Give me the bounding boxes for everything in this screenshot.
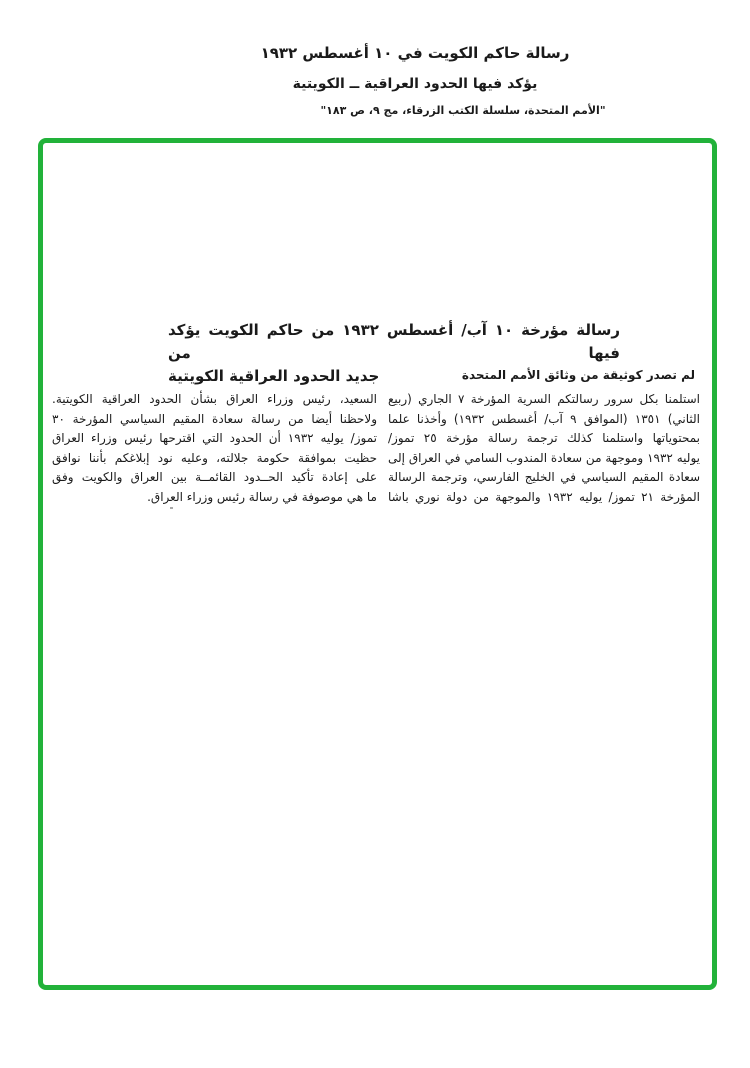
- header-subtitle-line: يؤكد فيها الحدود العراقية ــ الكويتية: [292, 76, 538, 92]
- body-line: حظيت بموافقة حكومة جلالته، وعليه نود إبلاغكم بأننا نوافق: [52, 450, 377, 465]
- body-line: ولاحظنا أيضا من رسالة سعادة المقيم السياسي المؤرخة ٣٠: [52, 411, 377, 426]
- body-line: السعيد، رئيس وزراء العراق بشأن الحدود العراقية الكويتية.: [52, 392, 377, 406]
- body-line: سعادة المقيم السياسي في الخليج الفارسي، وترجمة الرسالة: [388, 470, 700, 484]
- document-subtitle: لم تصدر كوثيقة من وثائق الأمم المتحدة: [461, 368, 695, 382]
- body-line: الثاني) ١٣٥١ (الموافق ٩ آب/ أغسطس ١٩٣٢) وأخذنا علما: [388, 411, 701, 426]
- document-title-line-2: جديد الحدود العراقية الكويتية: [168, 367, 380, 385]
- body-column-right: [388, 390, 700, 507]
- body-column-left: [52, 390, 377, 507]
- body-line: ما هي موصوفة في رسالة رئيس وزراء العراق.: [147, 489, 377, 504]
- scan-artifact-dot: [170, 507, 173, 509]
- body-line: المؤرخة ٢١ تموز/ يوليه ١٩٣٢ والموجهة من دولة نوري باشا: [388, 489, 700, 504]
- document-frame: [38, 138, 717, 990]
- document-title-line-1: رسالة مؤرخة ١٠ آب/ أغسطس ١٩٣٢ من حاكم الكويت يؤكد فيها من: [168, 321, 620, 362]
- body-line: بمحتوياتها واستلمنا كذلك ترجمة رسالة مؤرخة ٢٥ تموز/: [388, 431, 700, 445]
- body-line: تموز/ يوليه ١٩٣٢ أن الحدود التي اقترحها رئيس وزراء العراق: [52, 431, 377, 445]
- body-line: على إعادة تأكيد الحــدود القائمــة بين العراق والكويت وفق: [52, 470, 377, 484]
- body-line: يوليه ١٩٣٢ وموجهة من سعادة المندوب السامي في العراق إلى: [388, 450, 700, 465]
- header-source-citation: "الأمم المتحدة، سلسلة الكتب الزرقاء، مج ٩، ص ١٨٣": [320, 104, 606, 117]
- body-line: استلمنا بكل سرور رسالتكم السرية المؤرخة ٧ الجاري (ربيع: [388, 392, 700, 406]
- header-title-line: رسالة حاكم الكويت في ١٠ أغسطس ١٩٣٢: [260, 44, 570, 62]
